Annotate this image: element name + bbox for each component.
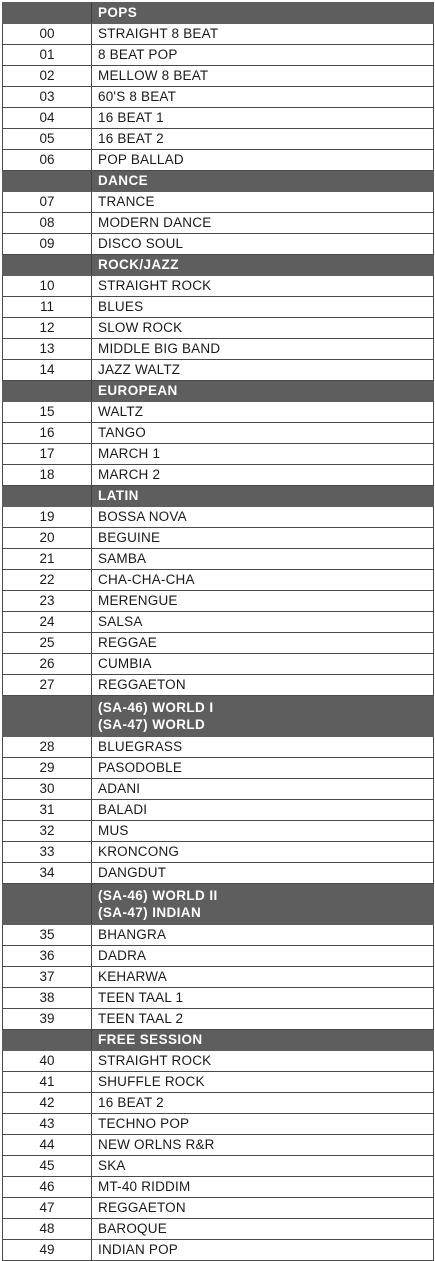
rhythm-row — [3, 339, 434, 360]
rhythm-number: 45 — [3, 1156, 92, 1177]
rhythm-name: MELLOW 8 BEAT — [92, 66, 434, 87]
category-title-line: DANCE — [98, 173, 149, 188]
rhythm-row — [3, 549, 434, 570]
rhythm-number: 39 — [3, 1009, 92, 1030]
rhythm-number: 40 — [3, 1051, 92, 1072]
rhythm-name: KEHARWA — [92, 967, 434, 988]
rhythm-number: 28 — [3, 737, 92, 758]
rhythm-row — [3, 946, 434, 967]
rhythm-row — [3, 129, 434, 150]
rhythm-number: 36 — [3, 946, 92, 967]
rhythm-row — [3, 675, 434, 696]
rhythm-name: MARCH 1 — [92, 444, 434, 465]
category-title-line: EUROPEAN — [98, 383, 178, 398]
category-header-row — [3, 884, 434, 925]
rhythm-number: 43 — [3, 1114, 92, 1135]
rhythm-row — [3, 863, 434, 884]
rhythm-row — [3, 234, 434, 255]
rhythm-number: 00 — [3, 24, 92, 45]
rhythm-name: MT-40 RIDDIM — [92, 1177, 434, 1198]
rhythm-name: CUMBIA — [92, 654, 434, 675]
rhythm-number: 12 — [3, 318, 92, 339]
rhythm-number: 34 — [3, 863, 92, 884]
rhythm-row — [3, 444, 434, 465]
rhythm-number: 04 — [3, 108, 92, 129]
rhythm-row — [3, 213, 434, 234]
category-title-line: ROCK/JAZZ — [98, 257, 179, 272]
rhythm-row — [3, 591, 434, 612]
rhythm-row — [3, 633, 434, 654]
rhythm-row — [3, 360, 434, 381]
rhythm-row — [3, 150, 434, 171]
rhythm-row — [3, 1156, 434, 1177]
rhythm-number: 10 — [3, 276, 92, 297]
rhythm-name: SAMBA — [92, 549, 434, 570]
rhythm-name: 16 BEAT 2 — [92, 1093, 434, 1114]
rhythm-name: BAROQUE — [92, 1219, 434, 1240]
rhythm-number: 38 — [3, 988, 92, 1009]
rhythm-number: 21 — [3, 549, 92, 570]
rhythm-row — [3, 1219, 434, 1240]
rhythm-name: MARCH 2 — [92, 465, 434, 486]
rhythm-list-body — [3, 3, 434, 1261]
rhythm-name: BLUEGRASS — [92, 737, 434, 758]
rhythm-row — [3, 45, 434, 66]
rhythm-number: 24 — [3, 612, 92, 633]
category-header-row — [3, 255, 434, 276]
rhythm-name: 16 BEAT 1 — [92, 108, 434, 129]
category-title — [92, 486, 434, 507]
rhythm-number: 35 — [3, 925, 92, 946]
category-header-blank — [3, 486, 92, 507]
rhythm-number: 26 — [3, 654, 92, 675]
rhythm-row — [3, 1198, 434, 1219]
rhythm-number: 14 — [3, 360, 92, 381]
category-title-line: FREE SESSION — [98, 1032, 203, 1047]
category-header-blank — [3, 171, 92, 192]
rhythm-number: 48 — [3, 1219, 92, 1240]
category-header-row — [3, 171, 434, 192]
rhythm-number: 03 — [3, 87, 92, 108]
rhythm-row — [3, 967, 434, 988]
rhythm-number: 19 — [3, 507, 92, 528]
rhythm-name: STRAIGHT ROCK — [92, 1051, 434, 1072]
rhythm-row — [3, 297, 434, 318]
rhythm-name: DADRA — [92, 946, 434, 967]
category-header-row — [3, 696, 434, 737]
rhythm-number: 42 — [3, 1093, 92, 1114]
rhythm-row — [3, 318, 434, 339]
rhythm-number: 16 — [3, 423, 92, 444]
rhythm-row — [3, 465, 434, 486]
rhythm-row — [3, 612, 434, 633]
category-header-row — [3, 486, 434, 507]
rhythm-name: TRANCE — [92, 192, 434, 213]
rhythm-number: 18 — [3, 465, 92, 486]
rhythm-name: SLOW ROCK — [92, 318, 434, 339]
rhythm-row — [3, 1093, 434, 1114]
rhythm-name: POP BALLAD — [92, 150, 434, 171]
rhythm-name: MERENGUE — [92, 591, 434, 612]
category-title-line: POPS — [98, 5, 138, 20]
rhythm-number: 07 — [3, 192, 92, 213]
rhythm-name: 8 BEAT POP — [92, 45, 434, 66]
category-title — [92, 3, 434, 24]
rhythm-number: 06 — [3, 150, 92, 171]
rhythm-number: 47 — [3, 1198, 92, 1219]
rhythm-row — [3, 423, 434, 444]
rhythm-name: BHANGRA — [92, 925, 434, 946]
rhythm-row — [3, 528, 434, 549]
rhythm-number: 02 — [3, 66, 92, 87]
rhythm-number: 23 — [3, 591, 92, 612]
category-header-row — [3, 3, 434, 24]
category-title — [92, 255, 434, 276]
rhythm-number: 41 — [3, 1072, 92, 1093]
rhythm-row — [3, 66, 434, 87]
rhythm-name: 16 BEAT 2 — [92, 129, 434, 150]
rhythm-row — [3, 570, 434, 591]
category-header-blank — [3, 884, 92, 925]
rhythm-name: TECHNO POP — [92, 1114, 434, 1135]
rhythm-name: REGGAETON — [92, 1198, 434, 1219]
rhythm-name: SKA — [92, 1156, 434, 1177]
category-title — [92, 171, 434, 192]
rhythm-row — [3, 1072, 434, 1093]
rhythm-name: NEW ORLNS R&R — [92, 1135, 434, 1156]
category-title — [92, 884, 434, 925]
rhythm-row — [3, 800, 434, 821]
category-header-blank — [3, 1030, 92, 1051]
rhythm-list-table — [2, 2, 434, 1261]
rhythm-row — [3, 1177, 434, 1198]
rhythm-name: STRAIGHT ROCK — [92, 276, 434, 297]
category-header-row — [3, 1030, 434, 1051]
category-title — [92, 1030, 434, 1051]
rhythm-name: BOSSA NOVA — [92, 507, 434, 528]
rhythm-name: REGGAE — [92, 633, 434, 654]
rhythm-name: WALTZ — [92, 402, 434, 423]
rhythm-name: STRAIGHT 8 BEAT — [92, 24, 434, 45]
category-title — [92, 696, 434, 737]
category-title — [92, 381, 434, 402]
category-header-blank — [3, 696, 92, 737]
rhythm-name: TEEN TAAL 1 — [92, 988, 434, 1009]
rhythm-name: JAZZ WALTZ — [92, 360, 434, 381]
category-title-line: (SA-47) WORLD — [98, 717, 206, 732]
rhythm-number: 49 — [3, 1240, 92, 1261]
rhythm-name: INDIAN POP — [92, 1240, 434, 1261]
rhythm-name: KRONCONG — [92, 842, 434, 863]
rhythm-row — [3, 1135, 434, 1156]
rhythm-name: SALSA — [92, 612, 434, 633]
rhythm-name: ADANI — [92, 779, 434, 800]
rhythm-row — [3, 192, 434, 213]
category-header-row — [3, 381, 434, 402]
rhythm-number: 08 — [3, 213, 92, 234]
rhythm-row — [3, 1051, 434, 1072]
rhythm-number: 09 — [3, 234, 92, 255]
rhythm-row — [3, 654, 434, 675]
category-title-line: (SA-46) WORLD I — [98, 700, 214, 715]
rhythm-name: MUS — [92, 821, 434, 842]
rhythm-row — [3, 108, 434, 129]
rhythm-name: MIDDLE BIG BAND — [92, 339, 434, 360]
category-header-blank — [3, 255, 92, 276]
rhythm-row — [3, 24, 434, 45]
rhythm-row — [3, 779, 434, 800]
rhythm-number: 11 — [3, 297, 92, 318]
rhythm-row — [3, 925, 434, 946]
rhythm-name: DISCO SOUL — [92, 234, 434, 255]
rhythm-number: 13 — [3, 339, 92, 360]
rhythm-name: SHUFFLE ROCK — [92, 1072, 434, 1093]
rhythm-row — [3, 842, 434, 863]
rhythm-name: TANGO — [92, 423, 434, 444]
rhythm-name: MODERN DANCE — [92, 213, 434, 234]
rhythm-name: 60'S 8 BEAT — [92, 87, 434, 108]
rhythm-number: 44 — [3, 1135, 92, 1156]
rhythm-number: 37 — [3, 967, 92, 988]
rhythm-number: 05 — [3, 129, 92, 150]
rhythm-name: TEEN TAAL 2 — [92, 1009, 434, 1030]
rhythm-row — [3, 87, 434, 108]
rhythm-row — [3, 1009, 434, 1030]
rhythm-number: 22 — [3, 570, 92, 591]
rhythm-number: 30 — [3, 779, 92, 800]
rhythm-name: BEGUINE — [92, 528, 434, 549]
rhythm-name: BALADI — [92, 800, 434, 821]
rhythm-name: PASODOBLE — [92, 758, 434, 779]
rhythm-name: REGGAETON — [92, 675, 434, 696]
category-title-line: (SA-47) INDIAN — [98, 905, 202, 920]
rhythm-number: 31 — [3, 800, 92, 821]
rhythm-row — [3, 758, 434, 779]
rhythm-number: 15 — [3, 402, 92, 423]
rhythm-number: 17 — [3, 444, 92, 465]
rhythm-row — [3, 402, 434, 423]
rhythm-row — [3, 1114, 434, 1135]
category-header-blank — [3, 3, 92, 24]
rhythm-name: BLUES — [92, 297, 434, 318]
rhythm-row — [3, 1240, 434, 1261]
rhythm-row — [3, 507, 434, 528]
rhythm-number: 46 — [3, 1177, 92, 1198]
rhythm-row — [3, 276, 434, 297]
rhythm-number: 25 — [3, 633, 92, 654]
rhythm-row — [3, 737, 434, 758]
category-title-line: LATIN — [98, 488, 139, 503]
rhythm-number: 29 — [3, 758, 92, 779]
rhythm-number: 32 — [3, 821, 92, 842]
category-header-blank — [3, 381, 92, 402]
rhythm-number: 20 — [3, 528, 92, 549]
rhythm-number: 01 — [3, 45, 92, 66]
rhythm-number: 33 — [3, 842, 92, 863]
rhythm-name: DANGDUT — [92, 863, 434, 884]
rhythm-number: 27 — [3, 675, 92, 696]
category-title-line: (SA-46) WORLD II — [98, 888, 218, 903]
rhythm-row — [3, 988, 434, 1009]
rhythm-name: CHA-CHA-CHA — [92, 570, 434, 591]
rhythm-row — [3, 821, 434, 842]
